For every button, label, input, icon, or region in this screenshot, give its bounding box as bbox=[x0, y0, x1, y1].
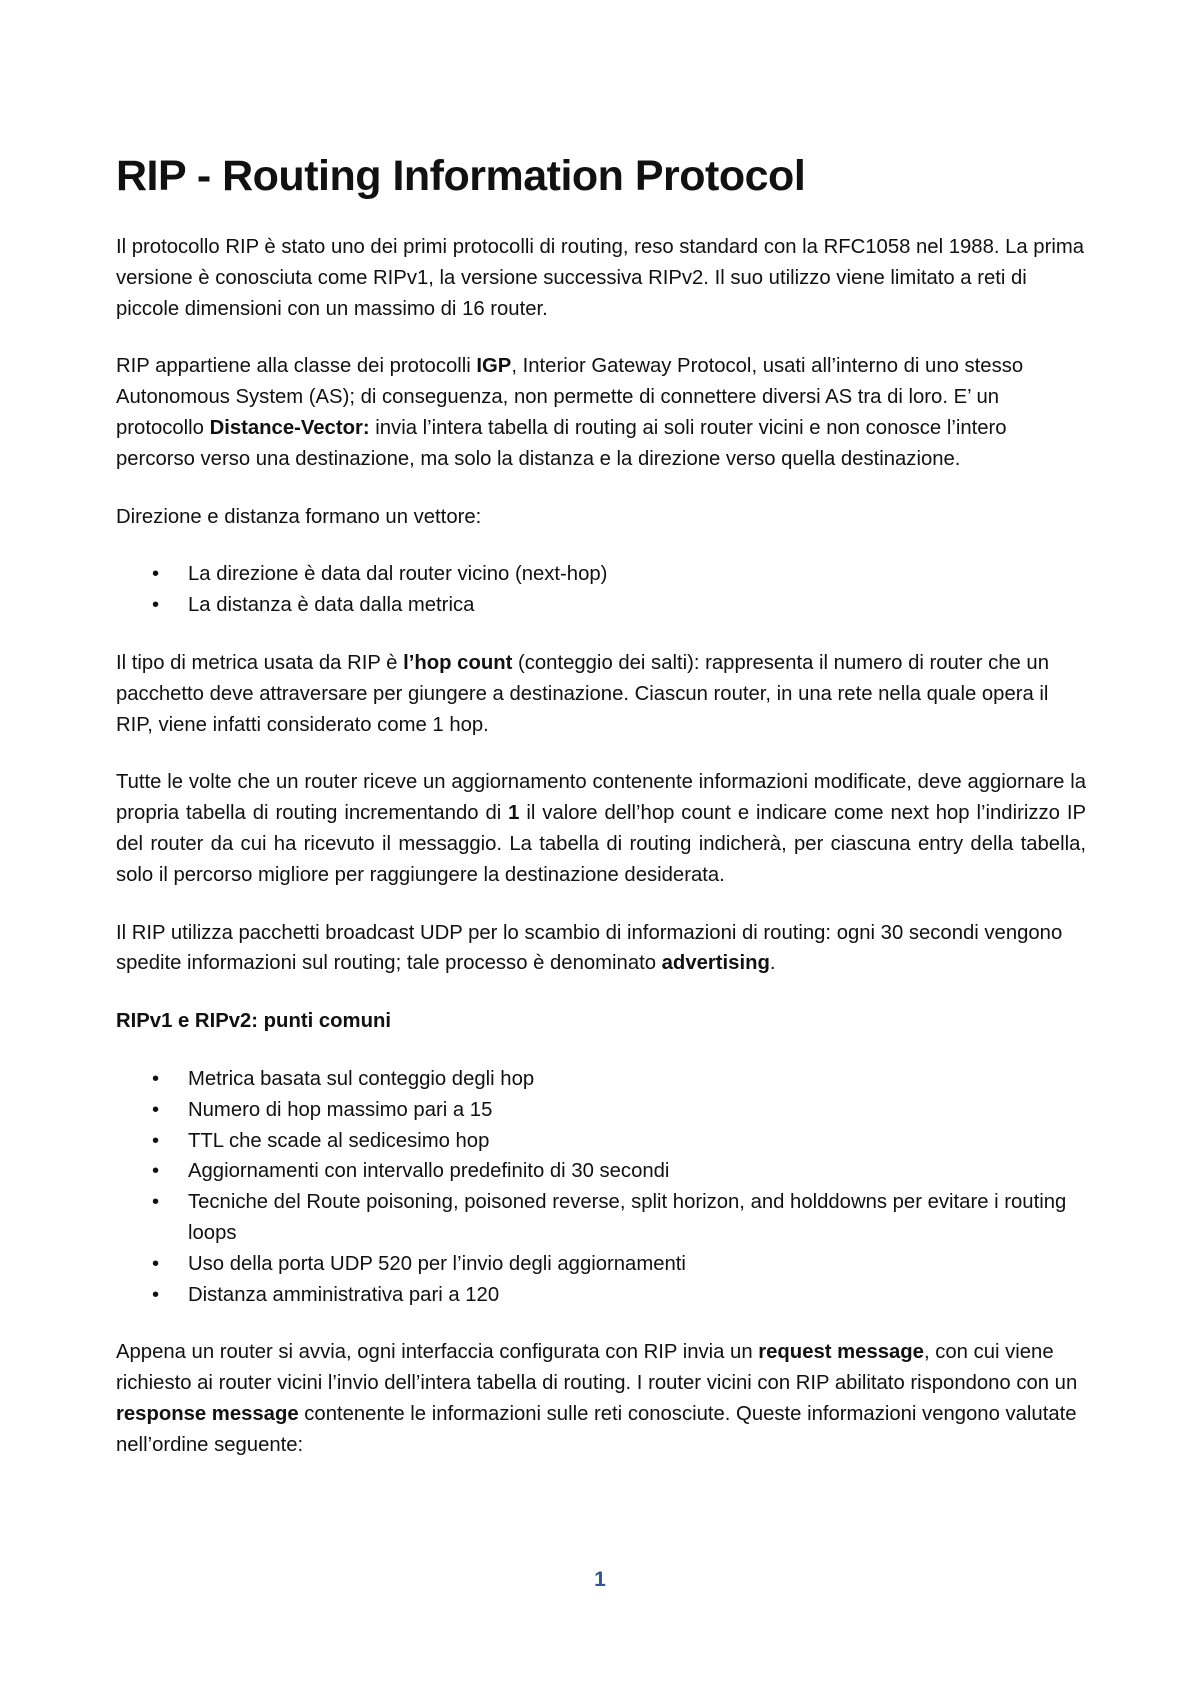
list-item: • Numero di hop massimo pari a 15 bbox=[188, 1095, 1086, 1126]
list-item: • Metrica basata sul conteggio degli hop bbox=[188, 1064, 1086, 1095]
text-run: , Interior Gateway Protocol, usati all’interno di uno stesso Autonomous System (AS); di conseguenza, non permette di connettere diversi AS tra di loro. E’ un protocollo bbox=[116, 355, 1024, 439]
text-run: Il RIP utilizza pacchetti broadcast UDP per lo scambio di informazioni di routing: ogni 30 secondi vengono spedite informazioni sul routing; tale processo è denominato bbox=[116, 921, 1063, 975]
list-item: • Uso della porta UDP 520 per l’invio degli aggiornamenti bbox=[188, 1249, 1086, 1280]
bold-request-message: request message bbox=[758, 1341, 924, 1364]
bold-one: 1 bbox=[508, 802, 520, 825]
paragraph-igp bbox=[116, 351, 1086, 474]
bold-response-message: response message bbox=[116, 1402, 299, 1425]
text-run: il valore dell’hop count e indicare come next hop l’indirizzo IP del router da cui ha ricevuto il messaggio. La tabella di routing indicherà, per ciascuna entry della tabella, solo il percorso migliore per raggiungere la destinazione desiderata. bbox=[116, 802, 1086, 886]
bold-igp: IGP bbox=[476, 355, 512, 378]
document-page bbox=[116, 150, 1086, 1488]
page-number: 1 bbox=[594, 1568, 606, 1591]
vector-list bbox=[116, 559, 1086, 621]
list-item: • La distanza è data dalla metrica bbox=[188, 590, 1086, 621]
list-item: • Tecniche del Route poisoning, poisoned reverse, split horizon, and holddowns per evitare i routing loops bbox=[188, 1187, 1086, 1249]
page-title: RIP - Routing Information Protocol bbox=[116, 152, 806, 200]
text-run: Appena un router si avvia, ogni interfaccia configurata con RIP invia un bbox=[116, 1341, 759, 1364]
text-run: invia l’intera tabella di routing ai soli router vicini e non conosce l’intero percorso verso una destinazione, ma solo la distanza e la direzione verso quella destinazione. bbox=[116, 416, 1007, 470]
section-subheading: RIPv1 e RIPv2: punti comuni bbox=[116, 1010, 391, 1033]
bold-distance-vector: Distance-Vector: bbox=[209, 416, 370, 439]
text-run: RIP appartiene alla classe dei protocolli bbox=[116, 355, 477, 378]
common-points-list bbox=[116, 1064, 1086, 1310]
text-run: . bbox=[769, 952, 776, 975]
bold-advertising: advertising bbox=[661, 952, 770, 975]
list-item: • Distanza amministrativa pari a 120 bbox=[188, 1280, 1086, 1311]
paragraph-intro: Il protocollo RIP è stato uno dei primi protocolli di routing, reso standard con la RFC1058 nel 1988. La prima versione è conosciuta come RIPv1, la versione successiva RIPv2. Il suo utilizzo viene limitato a reti di piccole dimensioni con un massimo di 16 router. bbox=[116, 236, 1085, 320]
paragraph-advertising bbox=[116, 918, 1086, 980]
text-run: (conteggio dei salti): rappresenta il numero di router che un pacchetto deve attraversare per giungere a destinazione. Ciascun router, in una rete nella quale opera il RIP, viene infatti considerato come 1 hop. bbox=[116, 651, 1049, 736]
paragraph-request-response bbox=[116, 1337, 1086, 1460]
text-run: Il tipo di metrica usata da RIP è bbox=[116, 651, 404, 674]
bold-hop-count: l’hop count bbox=[403, 651, 513, 674]
text-run: contenente le informazioni sulle reti conosciute. Queste informazioni vengono valutate nell’ordine seguente: bbox=[116, 1402, 1077, 1456]
list-item: • TTL che scade al sedicesimo hop bbox=[188, 1126, 1086, 1157]
text-run: , con cui viene richiesto ai router vicini l’invio dell’intera tabella di routing. I router vicini con RIP abilitato rispondono con un bbox=[116, 1341, 1078, 1395]
text-run: Tutte le volte che un router riceve un aggiornamento contenente informazioni modificate, deve aggiornare la propria tabella di routing incrementando di bbox=[116, 771, 1086, 825]
paragraph-hop-count bbox=[116, 648, 1086, 740]
list-item: • La direzione è data dal router vicino (next-hop) bbox=[188, 559, 1086, 590]
list-item: • Aggiornamenti con intervallo predefinito di 30 secondi bbox=[188, 1156, 1086, 1187]
paragraph-update bbox=[116, 767, 1086, 890]
paragraph-vector: Direzione e distanza formano un vettore: bbox=[116, 505, 482, 528]
